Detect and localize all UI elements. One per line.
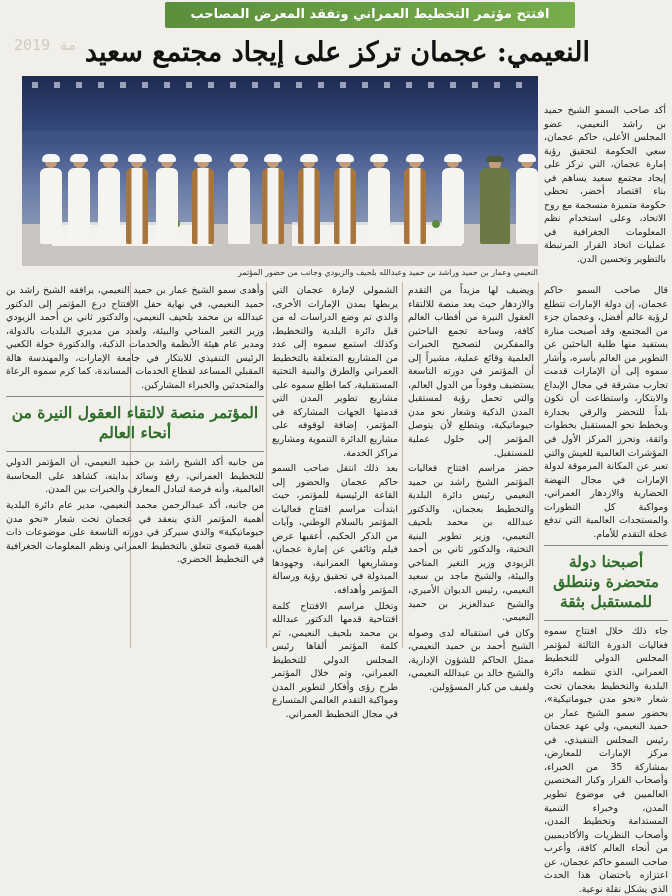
paragraph: جاء ذلك خلال افتتاح سموه فعاليات الدورة الثالثة لمؤتمر المجلس الدولي للتخطيط العمراني، الذي تنظمه دائرة البلدية والتخطيط بعجمان تحت شعار «نحو مدن جيوماتيكية»، بحضور سمو الشيخ عمار بن حميد النعيمي، ولي عهد عجمان رئيس المجلس التنفيذي، في مركز الإمارات للمعارض، بمشاركة 35 من الخبراء، وأصحاب القرار وكبار المختصين العالميين في موضوع تطوير المدن، وخبراء التنمية المستدامة وتخطيط المدن، وأصحاب النظريات والأكاديميين من أنحاء العالم كافة، وأعرب صاحب السمو حاكم عجمان، عن اعتزازه باحتضان هذا الحدث الذي يشكل نقلة نوعية. — [544, 626, 669, 895]
article-column-3 — [272, 284, 398, 720]
paragraph: من جانبه، أكد عبدالرحمن محمد النعيمي، مدير عام دائرة البلدية أهمية المؤتمر الذي ينعقد في عجمان تحت شعار «نحو مدن جيوماتيكية» والذي سيركز في دورته التاسعة على موضوعات ذات أهمية قصوى تتعلق بالتخطيط العمراني ونظم المعلومات الجغرافية في التخطيط الحضري. — [6, 500, 264, 566]
paragraph: ويضيف لها مزيداً من التقدم والازدهار حيث يعد منصة للالتقاء العقول النيرة من أقطاب العالم كافة، وساحة تجمع الباحثين والمفكرين لتصحيح الخبرات العلمية وقائع عملية، مشيراً إلى أن المؤتمر في دورته التاسعة يستضيف وفوداً من الدول العالم، والتي تحمل رؤية لمستقبل المدن الذكية وشعار نحو مدن جيوماتيكية، ويتطلع لأن يتوصل المؤتمر إلى حلول عملية للمستقبل. — [408, 285, 534, 459]
subheading: أصبحنا دولة متحضرة وننطلق للمستقبل بثقة — [553, 552, 659, 612]
kicker-banner: افتتح مؤتمر التخطيط العمراني وتفقد المعرض المصاحب — [165, 2, 575, 28]
paragraph: وكان في استقباله لدى وصوله الشيخ أحمد بن حميد النعيمي، ممثل الحاكم للشؤون الإدارية، والشيخ خالد بن عبدالله النعيمي، ولفيف من كبار المسؤولين. — [408, 627, 534, 693]
paragraph: وأهدى سمو الشيخ عمار بن حميد النعيمي، يرافقه الشيخ راشد بن حميد النعيمي، في نهاية حفل الافتتاح درع المؤتمر إلى الدكتور عبدالله بن محمد بلحيف النعيمي، والدكتور ثاني بن أحمد الزيودي وزير التغير المناخي والبيئة، ولعدد من مديري البلديات بالدولة، ومدير عام هيئة الأنظمة والخدمات الذكية، والدكتورة خولة الكعبي الرئيس التنفيذي للابتكار في جامعة الإمارات، والمهندسة هالة المقبلي المساعد لقطاع الخدمات المساندة، كما كرم سموه الرعاة والمتحدثين والخبراء المشاركين. — [6, 285, 264, 391]
background-date: 2019 مة — [14, 36, 78, 54]
paragraph: حضر مراسم افتتاح فعاليات المؤتمر الشيخ راشد بن حميد النعيمي رئيس دائرة البلدية والتخطيط بعجمان، والدكتور عبدالله بن محمد بلحيف النعيمي، وزير تطوير البنية التحتية، والدكتور ثاني بن أحمد الزيودي وزير التغير المناخي والبيئة، والشيخ ماجد بن سعيد النعيمي، رئيس الديوان الأميري، والشيخ عبدالعزيز بن حميد النعيمي. — [408, 463, 534, 624]
headline: النعيمي: عجمان تركز على إيجاد مجتمع سعيد — [84, 37, 590, 68]
article-column-4 — [6, 284, 264, 650]
intro-paragraph: أكد صاحب السمو الشيخ حميد بن راشد النعيمي، عضو المجلس الأعلى، حاكم عجمان، سعي الحكومة لتحقيق رؤية إمارة عجمان، التي تركز على إيجاد مجتمع سعيد يساهم في بناء اقتصاد أخضر، تحظى حكومة متميزة منسجمة مع روح الاتحاد، وعلى استخدام نظم المعلومات الجغرافية في عمليات اتخاذ القرار المرتبطة بالتطوير وتحسين الدن. — [544, 105, 666, 266]
photo-caption: النعيمي وعمار بن حميد وراشد بن حميد وعبدالله بلحيف والزيودي وجانب من حضور المؤتمر — [237, 268, 538, 277]
paragraph: وتخلل مراسم الافتتاح كلمة افتتاحية قدمها الدكتور عبدالله بن محمد بلحيف النعيمي، ثم كلمة المؤتمر ألقاها رئيس المجلس الدولي للتخطيط العمراني، وتم خلال المؤتمر طرح رؤى وأفكار لتطوير المدن ومواكبة التقدم العالمي المتسارع في مجال التخطيط العمراني. — [272, 600, 398, 720]
paragraph: بعد ذلك انتقل صاحب السمو حاكم عجمان والحضور إلى القاعة الرئيسية للمؤتمر، حيث ابتدأت مراسم افتتاح فعاليات المؤتمر بالسلام الوطني، وآيات من الذكر الحكيم، أعقبها عرض فيلم وثائقي عن إمارة عجمان، ومشاريعها العمرانية، وجهودها المبذولة في تحقيق رؤية ورسالة المؤتمر وأهدافه. — [272, 463, 398, 597]
paragraph: الشمولي لإمارة عجمان التي يربطها بمدن الإمارات الأخرى، والذي تم وضع الدراسات له من قبل دائرة البلدية والتخطيط، وكذلك استمع سموه إلى عدد من المشاريع المتعلقة بالتخطيط العمراني والطرق والبنية التحتية المستقبلية، كما اطلع سموه على مشاريع تطوير المدن التي قدمتها الجهات المشاركة في المؤتمر، إضافة لوقوفه على مشاريع الدائرة التنموية ومشاريع مراكز الخدمة. — [272, 285, 398, 459]
paragraph: من جانبه أكد الشيخ راشد بن حميد النعيمي، أن المؤتمر الدولي للتخطيط العمراني، رفع وسائد بدايته، كشاهد على المحاسبة العالمية، وأنه فرصة لتبادل المعارف والخبرات بين المدن. — [6, 457, 264, 496]
paragraph: قال صاحب السمو حاكم عجمان، إن دولة الإمارات تتطلع لرؤية عالم أفضل، وعجمان جزء من المجتمع، وقد أصبحت منارة يستفيد منها طلبة الباحثين عن التطوير من العالم بأسره، وأشار سموه إلى أن الإمارات قدمت تجارب مشرقة في مجال الإبداع والابتكار، واستطاعت أن تكون بلداً للتحضر والرقي بجدارة وبخطط نحو المستقبل بخطوات واثقة، وتحرز المركز الأول في المؤشرات العالمية للعيش والتي تعبر عن المكانة المرموقة لدولة الإمارات في مجال النهضة الحضارية والازدهار العمراني، ومواكبة كل التطورات والمستجدات العالمية التي تدفع عجلة التقدم للأمام. — [544, 285, 668, 540]
article-column-1 — [544, 284, 669, 895]
article-column-2 — [408, 284, 534, 693]
event-photo — [22, 76, 538, 266]
subheading: المؤتمر منصة لالتقاء العقول النيرة من أنحاء العالم — [11, 403, 259, 443]
intro-column — [544, 104, 666, 264]
